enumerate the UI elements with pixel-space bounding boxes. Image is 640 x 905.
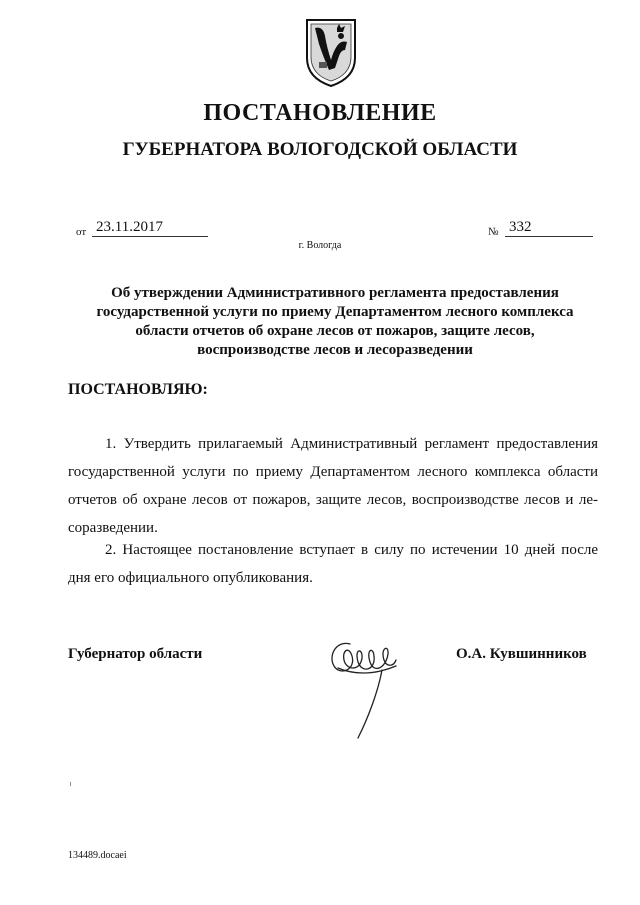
paragraph-line: дня его официального опубликования. [68,570,313,586]
paragraph-line: государственной услуги по приему Департаментом лесного комплекса области [68,464,598,480]
document-subject [72,284,598,360]
margin-mark [70,782,71,786]
subject-line: Об утверждении Административного регламента предоставления [111,285,559,301]
document-title: ПОСТАНОВЛЕНИЕ [203,100,437,126]
issue-city: г. Вологда [298,240,342,251]
paragraph-line: соразведении. [68,520,158,536]
subject-line: области отчетов об охране лесов от пожаров, защите лесов, [135,323,535,339]
coat-of-arms-icon [301,16,361,88]
subject-line: воспроизводстве лесов и лесоразведении [197,342,473,358]
document-number: 332 [505,218,593,237]
signatory-name: О.А. Кувшинников [456,646,587,662]
signatory-role: Губернатор области [68,646,203,662]
paragraph-line: отчетов об охране лесов от пожаров, защите лесов, воспроизводстве лесов и ле- [68,492,598,508]
paragraph-line: 1. Утвердить прилагаемый Административный регламент предоставления [105,436,598,452]
subject-line: государственной услуги по приему Департаментом лесного комплекса [96,304,574,320]
resolve-heading: ПОСТАНОВЛЯЮ: [68,381,208,398]
paragraph-2 [68,536,598,592]
document-issuer: ГУБЕРНАТОРА ВОЛОГОДСКОЙ ОБЛАСТИ [122,139,518,160]
document-reference: 134489.docaei [68,850,127,861]
number-prefix: № [488,226,499,238]
handwritten-signature [322,626,412,744]
paragraph-line: 2. Настоящее постановление вступает в силу по истечении 10 дней после [105,542,598,558]
document-date: 23.11.2017 [92,218,208,237]
paragraph-1 [68,430,598,542]
date-prefix: от [76,226,87,238]
